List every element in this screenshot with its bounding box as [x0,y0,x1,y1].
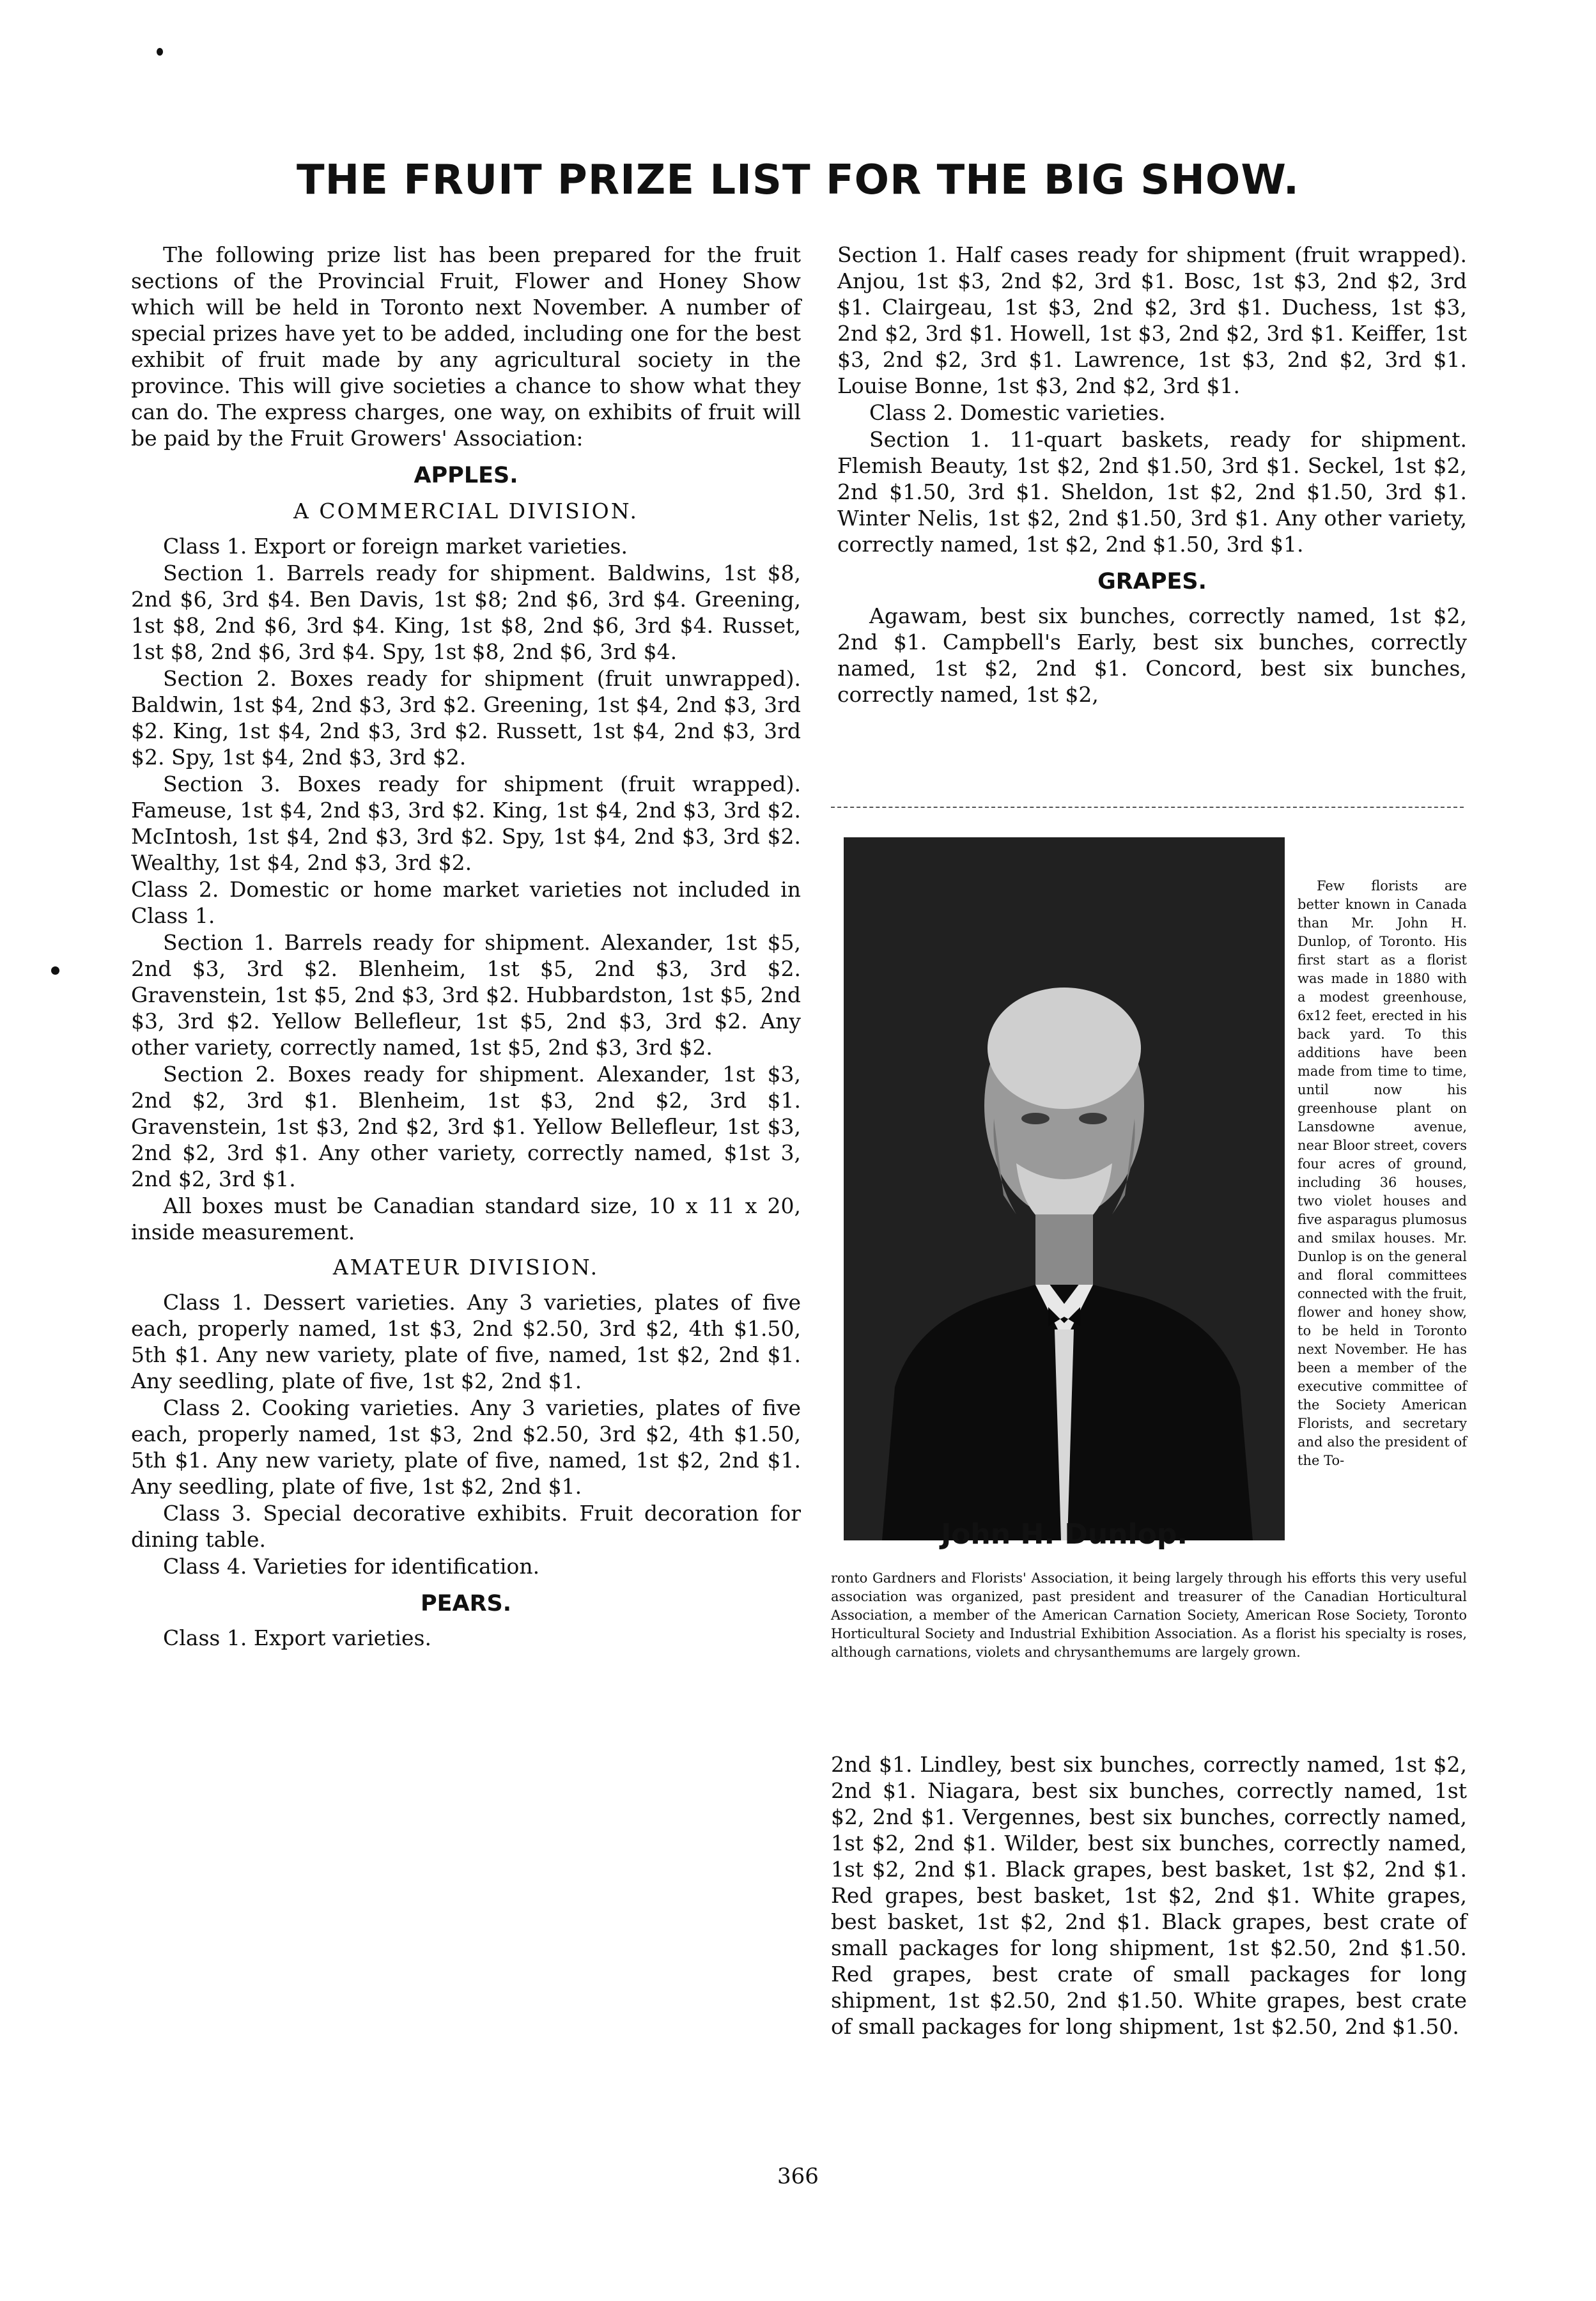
grapes-paragraph-1: Agawam, best six bunches, correctly named, 1st $2, 2nd $1. Campbell's Early, best six bunches, correctly named, 1st $2, 2nd $1. Concord, best six bunches, correctly named, 1st $2, [837,603,1467,707]
pears-class-1-title: Class 1. Export varieties. [163,1625,431,1650]
apples-heading: APPLES. [414,463,518,488]
right-column-top [837,242,1467,708]
amateur-class-4: Class 4. Varieties for identification. [163,1554,540,1579]
boxes-size-note: All boxes must be Canadian standard size, 10 x 11 x 20, inside measurement. [131,1193,801,1244]
portrait-photo [844,837,1285,1540]
apples-class-1-section-1: Section 1. Barrels ready for shipment. Baldwins, 1st $8, 2nd $6, 3rd $4. Ben Davis, 1st $8; 2nd $6, 3rd $4. Greening, 1st $8, 2nd $6, 3rd $4. King, 1st $8, 2nd $6, 3rd $4. Russet, 1st $8, 2nd $6, 3rd $4. Spy, 1st $8, 2nd $6, 3rd $4. [131,561,801,664]
apples-class-1-section-3: Section 3. Boxes ready for shipment (fruit wrapped). Fameuse, 1st $4, 2nd $3, 3rd $2. King, 1st $4, 2nd $3, 3rd $2. McIntosh, 1st $4, 2nd $3, 3rd $2. Spy, 1st $4, 2nd $3, 3rd $2. Wealthy, 1st $4, 2nd $3, 3rd $2. [131,771,801,875]
biography-continued: ronto Gardners and Florists' Association, it being largely through his efforts this very useful association was organized, past president and treasurer of the Canadian Horticultural Association, a member of the American Carnation Society, American Rose Society, Toronto Horticultural Society and Industrial Exhibition Association. As a florist his specialty is roses, although carnations, violets and chrysanthemums are largely grown. [831,1570,1467,1660]
biography-sidebar [1298,877,1467,1470]
amateur-division-heading: AMATEUR DIVISION. [332,1255,600,1280]
apples-class-1-section-2: Section 2. Boxes ready for shipment (fruit unwrapped). Baldwin, 1st $4, 2nd $3, 3rd $2. Greening, 1st $4, 2nd $3, 3rd $2. King, 1st $4, 2nd $3, 3rd $2. Russett, 1st $4, 2nd $3, 3rd $2. Spy, 1st $4, 2nd $3, 3rd $2. [131,666,801,770]
commercial-division-heading: A COMMERCIAL DIVISION. [293,499,639,523]
page-headline: THE FRUIT PRIZE LIST FOR THE BIG SHOW. [296,157,1300,204]
column-divider-rule [831,807,1464,808]
apples-class-2-section-1: Section 1. Barrels ready for shipment. Alexander, 1st $5, 2nd $3, 3rd $2. Blenheim, 1st $5, 2nd $3, 3rd $2. Gravenstein, 1st $5, 2nd $3, 3rd $2. Hubbardston, 1st $5, 2nd $3, 3rd $2. Yellow Bellefleur, 1st $5, 2nd $3, 3rd $2. Any other variety, correctly named, 1st $5, 2nd $3, 3rd $2. [131,930,801,1060]
apples-class-2-section-2: Section 2. Boxes ready for shipment. Alexander, 1st $3, 2nd $2, 3rd $1. Blenheim, 1st $3, 2nd $2, 3rd $1. Gravenstein, 1st $3, 2nd $2, 3rd $1. Yellow Bellefleur, 1st $3, 2nd $2, 3rd $1. Any other variety, correctly named, $1st 3, 2nd $2, 3rd $1. [131,1062,801,1191]
biography-text: Few florists are better known in Canada than Mr. John H. Dunlop, of Toronto. His first start as a florist was made in 1880 with a modest greenhouse, 6x12 feet, erected in his back yard. To this additions have been made from time to time, until now his greenhouse plant on Lansdowne avenue, near Bloor street, covers four acres of ground, including 36 houses, two violet houses and five asparagus plumosus and smilax houses. Mr. Dunlop is on the general and floral committees connected with the fruit, flower and honey show, to be held in Toronto next November. He has been a member of the executive committee of the Society American Florists, and secretary and also the president of the To- [1298,878,1467,1468]
scan-mark [51,966,59,975]
apples-class-2-title: Class 2. Domestic or home market varieties not included in Class 1. [131,877,801,928]
portrait-photo-illustration [844,837,1285,1540]
left-column [131,242,801,1651]
grapes-paragraph-2: 2nd $1. Lindley, best six bunches, correctly named, 1st $2, 2nd $1. Niagara, best six bunches, correctly named, 1st $2, 2nd $1. Vergennes, best six bunches, correctly named, 1st $2, 2nd $1. Wilder, best six bunches, correctly named, 1st $2, 2nd $1. Black grapes, best basket, 1st $2, 2nd $1. Red grapes, best basket, 1st $2, 2nd $1. White grapes, best basket, 1st $2, 2nd $1. Black grapes, best crate of small packages for long shipment, 1st $2.50, 2nd $1.50. Red grapes, best crate of small packages for long shipment, 1st $2.50, 2nd $1.50. White grapes, best crate of small packages for long shipment, 1st $2.50, 2nd $1.50. [831,1752,1467,2039]
amateur-class-1: Class 1. Dessert varieties. Any 3 varieties, plates of five each, properly named, 1st $3, 2nd $2.50, 3rd $2, 4th $1.50, 5th $1. Any new variety, plate of five, named, 1st $2, 2nd $1. Any seedling, plate of five, 1st $2, 2nd $1. [131,1290,801,1393]
intro-paragraph: The following prize list has been prepared for the fruit sections of the Provincial Fruit, Flower and Honey Show which will be held in Toronto next November. A number of special prizes have yet to be added, including one for the best exhibit of fruit made by any agricultural society in the province. This will give societies a chance to show what they can do. The express charges, one way, on exhibits of fruit will be paid by the Fruit Growers' Association: [131,242,801,451]
pears-class-2-section-1: Section 1. 11-quart baskets, ready for shipment. Flemish Beauty, 1st $2, 2nd $1.50, 3rd $1. Seckel, 1st $2, 2nd $1.50, 3rd $1. Sheldon, 1st $2, 2nd $1.50, 3rd $1. Winter Nelis, 1st $2, 2nd $1.50, 3rd $1. Any other variety, correctly named, 1st $2, 2nd $1.50, 3rd $1. [837,427,1467,557]
pears-heading: PEARS. [420,1591,512,1616]
amateur-class-2: Class 2. Cooking varieties. Any 3 varieties, plates of five each, properly named, 1st $3, 2nd $2.50, 3rd $2, 4th $1.50, 5th $1. Any new variety, plate of five, named, 1st $2, 2nd $1. Any seedling, plate of five, 1st $2, 2nd $1. [131,1395,801,1499]
grapes-heading: GRAPES. [1097,569,1207,594]
amateur-class-3: Class 3. Special decorative exhibits. Fruit decoration for dining table. [131,1501,801,1552]
right-column-bottom [831,1751,1467,2040]
pears-class-2-title: Class 2. Domestic varieties. [869,400,1166,425]
scan-mark [157,48,163,56]
page-number: 366 [777,2164,819,2189]
apples-class-1-title: Class 1. Export or foreign market varieties. [163,534,628,559]
pears-class-1-section-1: Section 1. Half cases ready for shipment (fruit wrapped). Anjou, 1st $3, 2nd $2, 3rd $1. Bosc, 1st $3, 2nd $2, 3rd $1. Clairgeau, 1st $3, 2nd $2, 3rd $1. Duchess, 1st $3, 2nd $2, 3rd $1. Howell, 1st $3, 2nd $2, 3rd $1. Keiffer, 1st $3, 2nd $2, 3rd $1. Lawrence, 1st $3, 2nd $2, 3rd $1. Louise Bonne, 1st $3, 2nd $2, 3rd $1. [837,242,1467,398]
portrait-caption: John H. Dunlop. [940,1518,1188,1551]
